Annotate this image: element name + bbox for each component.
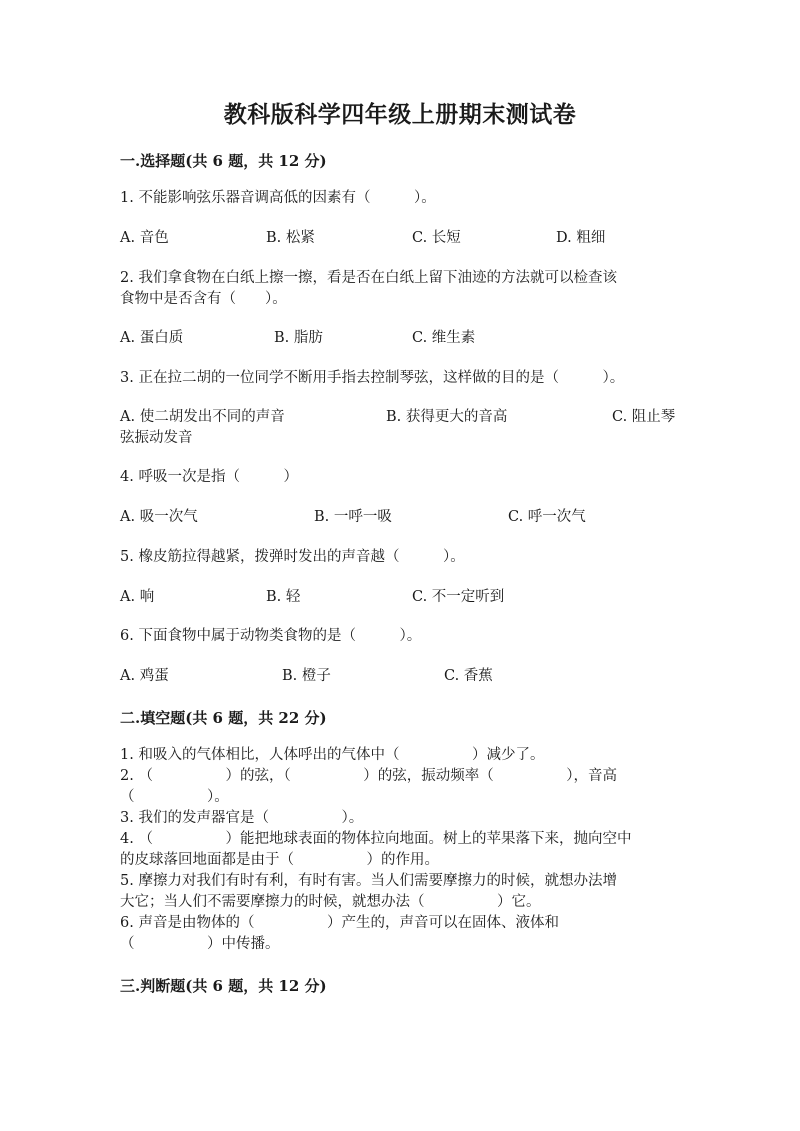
fill-line-1: 1. 和吸入的气体相比，人体呼出的气体中（ ）减少了。 — [120, 747, 545, 763]
option-6a: A. 鸡蛋 — [120, 668, 169, 684]
question-2-cont: 食物中是否含有（ ）。 — [120, 291, 287, 307]
option-6c: C. 香蕉 — [444, 668, 493, 684]
fill-line-5: 4. （ ）能把地球表面的物体拉向地面。树上的苹果落下来，抛向空中 — [120, 831, 632, 847]
option-4c: C. 呼一次气 — [508, 509, 586, 525]
option-5b: B. 轻 — [266, 589, 301, 605]
option-2b: B. 脂肪 — [274, 330, 323, 346]
question-3: 3. 正在拉二胡的一位同学不断用手指去控制琴弦，这样做的目的是（ ）。 — [120, 370, 625, 386]
fill-line-7: 5. 摩擦力对我们有时有利，有时有害。当人们需要摩擦力的时候，就想办法增 — [120, 873, 617, 889]
option-5a: A. 响 — [120, 589, 155, 605]
section-heading-fill: 二.填空题(共 6 题，共 22 分) — [120, 709, 327, 727]
section-heading-judge: 三.判断题(共 6 题，共 12 分) — [120, 977, 327, 995]
option-3b: B. 获得更大的音高 — [386, 409, 508, 425]
option-1d: D. 粗细 — [556, 230, 606, 246]
option-4b: B. 一呼一吸 — [314, 509, 392, 525]
fill-line-4: 3. 我们的发声器官是（ ）。 — [120, 810, 364, 826]
question-2: 2. 我们拿食物在白纸上擦一擦，看是否在白纸上留下油迹的方法就可以检查该 — [120, 270, 617, 286]
option-3c: C. 阻止琴 — [612, 409, 676, 425]
fill-line-6: 的皮球落回地面都是由于（ ）的作用。 — [120, 852, 439, 868]
option-3a: A. 使二胡发出不同的声音 — [120, 409, 285, 425]
option-1c: C. 长短 — [412, 230, 461, 246]
fill-line-2: 2. （ ）的弦，（ ）的弦，振动频率（ ），音高 — [120, 768, 617, 784]
option-3c-cont: 弦振动发音 — [120, 430, 193, 446]
section-heading-choice: 一.选择题(共 6 题，共 12 分) — [120, 152, 327, 170]
option-6b: B. 橙子 — [282, 668, 331, 684]
fill-line-3: （ ）。 — [120, 789, 229, 805]
question-5: 5. 橡皮筋拉得越紧，拨弹时发出的声音越（ ）。 — [120, 549, 465, 565]
fill-line-10: （ ）中传播。 — [120, 936, 280, 952]
option-1b: B. 松紧 — [266, 230, 315, 246]
question-4: 4. 呼吸一次是指（ ） — [120, 469, 298, 485]
option-2c: C. 维生素 — [412, 330, 476, 346]
question-1: 1. 不能影响弦乐器音调高低的因素有（ ）。 — [120, 190, 436, 206]
option-5c: C. 不一定听到 — [412, 589, 505, 605]
option-1a: A. 音色 — [120, 230, 169, 246]
fill-line-8: 大它；当人们不需要摩擦力的时候，就想办法（ ）它。 — [120, 894, 541, 910]
option-4a: A. 吸一次气 — [120, 509, 198, 525]
fill-line-9: 6. 声音是由物体的（ ）产生的，声音可以在固体、液体和 — [120, 915, 559, 931]
question-6: 6. 下面食物中属于动物类食物的是（ ）。 — [120, 628, 422, 644]
page-title: 教科版科学四年级上册期末测试卷 — [223, 101, 577, 128]
option-2a: A. 蛋白质 — [120, 330, 184, 346]
